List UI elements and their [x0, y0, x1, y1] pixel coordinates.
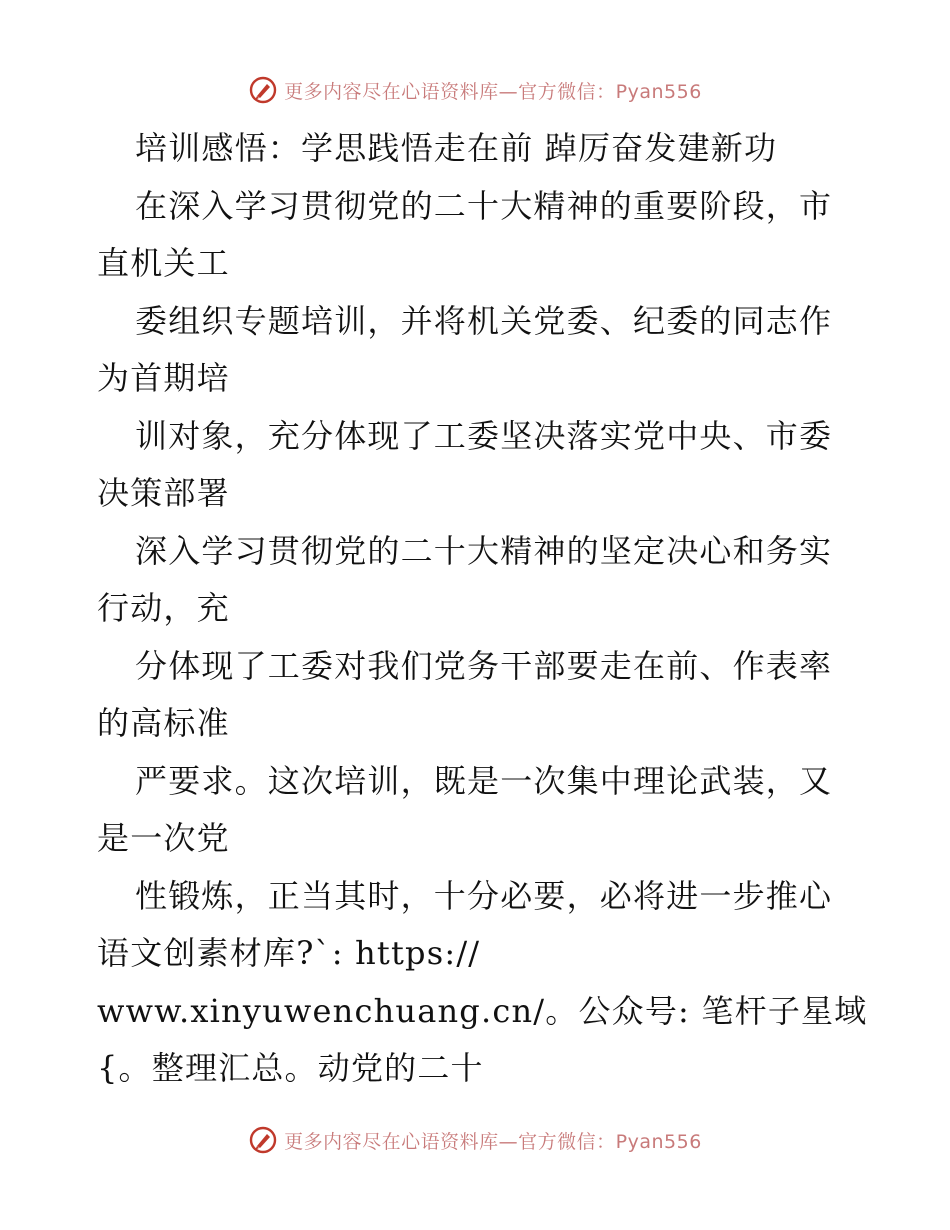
document-body [97, 120, 867, 1098]
document-line: 直机关工 [97, 244, 230, 282]
header-banner-text: 更多内容尽在心语资料库—官方微信：Pyan556 [284, 80, 702, 103]
header-banner [0, 70, 950, 110]
document-line: 决策部署 [97, 474, 230, 512]
pen-seal-logo-icon [248, 75, 278, 105]
footer-banner [0, 1120, 950, 1160]
document-line: 行动，充 [97, 589, 230, 627]
document-line: 的高标准 [97, 704, 230, 742]
document-line: 严要求。这次培训，既是一次集中理论武装，又 [135, 761, 833, 800]
document-line: 性锻炼，正当其时，十分必要，必将进一步推心 [135, 876, 833, 915]
document-line: 为首期培 [97, 359, 230, 397]
document-title: 培训感悟：学思践悟走在前 踔厉奋发建新功 [135, 129, 778, 167]
document-line: 深入学习贯彻党的二十大精神的坚定决心和务实 [135, 531, 833, 570]
document-line: 是一次党 [97, 819, 230, 857]
document-line: 训对象，充分体现了工委坚决落实党中央、市委 [135, 416, 833, 455]
document-line: {。整理汇总。动党的二十 [97, 1049, 484, 1087]
document-line: 委组织专题培训，并将机关党委、纪委的同志作 [135, 301, 833, 340]
footer-banner-text: 更多内容尽在心语资料库—官方微信：Pyan556 [284, 1130, 702, 1153]
document-line: 语文创素材库?`: https:// [97, 934, 481, 972]
pen-seal-logo-icon [248, 1125, 278, 1155]
document-line: www.xinyuwenchuang.cn/。公众号: 笔杆子星域 [97, 991, 868, 1030]
document-line: 在深入学习贯彻党的二十大精神的重要阶段，市 [135, 186, 833, 225]
document-line: 分体现了工委对我们党务干部要走在前、作表率 [135, 646, 833, 685]
